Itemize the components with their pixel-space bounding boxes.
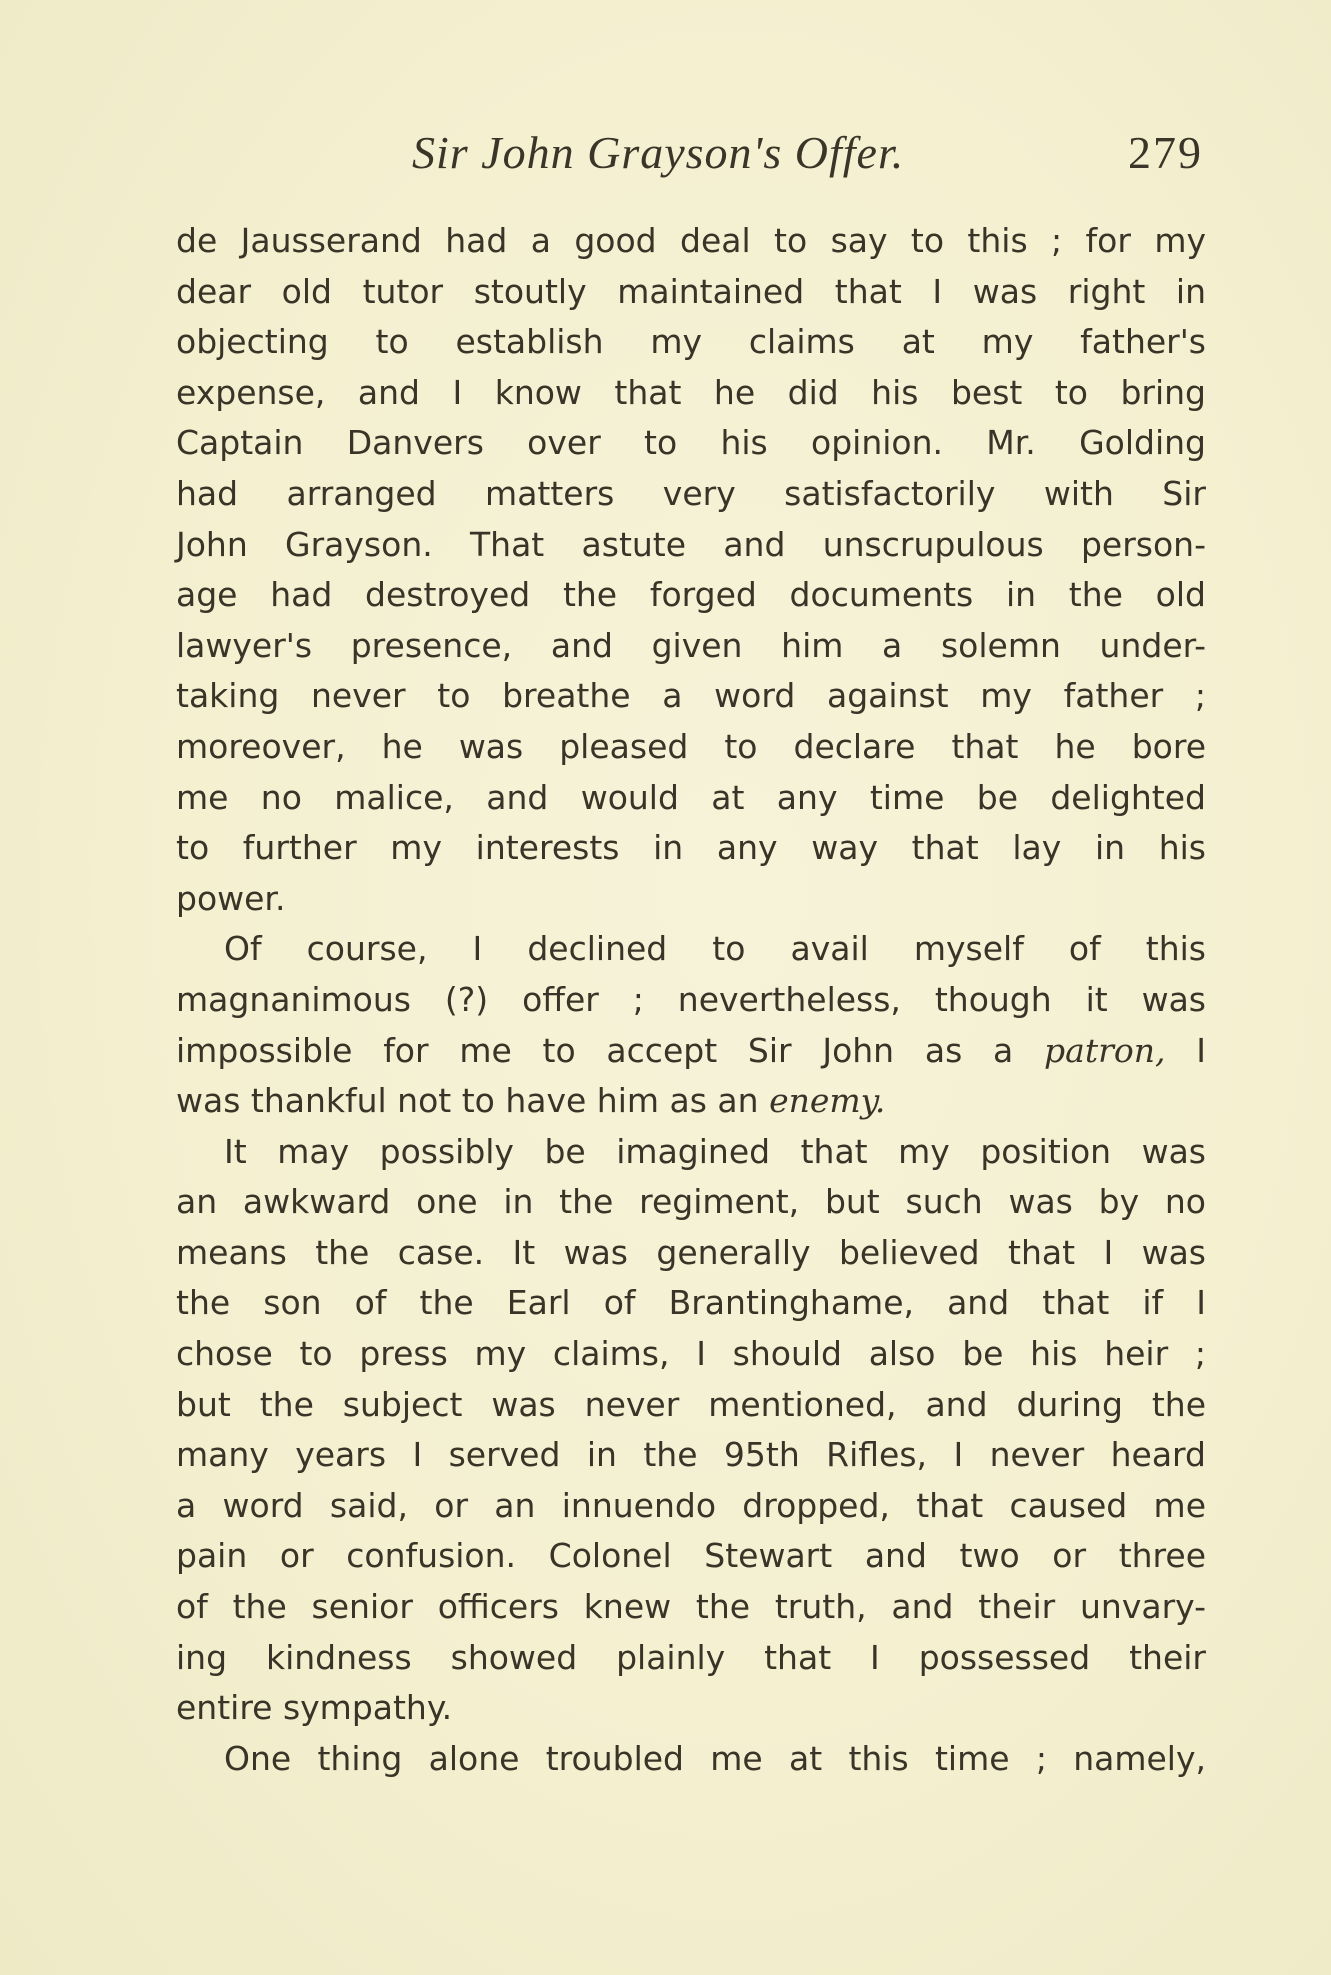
paragraph xyxy=(176,924,1206,1126)
body-text xyxy=(176,216,1206,1784)
text-line: age had destroyed the forged documents in the old xyxy=(176,575,1206,615)
text-line: Captain Danvers over to his opinion. Mr. Golding xyxy=(176,423,1206,463)
text-line: dear old tutor stoutly maintained that I was right in xyxy=(176,271,1206,311)
text-line: an awkward one in the regiment, but such was by no xyxy=(176,1182,1206,1222)
running-head xyxy=(0,126,1331,186)
text-segment: was thankful not to have him as an xyxy=(176,1081,770,1121)
text-line: expense, and I know that he did his best to bring xyxy=(176,372,1206,412)
text-line: One thing alone troubled me at this time ; namely, xyxy=(224,1738,1206,1778)
text-line: It may possibly be imagined that my position was xyxy=(224,1131,1206,1171)
text-line: taking never to breathe a word against my father ; xyxy=(176,676,1206,716)
text-line: means the case. It was generally believed that I was xyxy=(176,1232,1206,1272)
running-head-title: Sir John Grayson's Offer. xyxy=(412,127,905,178)
text-line: de Jausserand had a good deal to say to this ; for my xyxy=(176,221,1206,260)
text-line: of the senior officers knew the truth, and their unvary- xyxy=(176,1587,1206,1627)
italic-word-enemy: enemy. xyxy=(769,1081,886,1121)
text-line xyxy=(176,1026,1206,1077)
italic-word-patron: patron, xyxy=(1044,1030,1166,1070)
text-line xyxy=(176,1076,1206,1127)
text-segment: I xyxy=(1165,1030,1206,1070)
page-number: 279 xyxy=(1128,127,1203,178)
text-line: Of course, I declined to avail myself of this xyxy=(224,929,1206,969)
text-line: John Grayson. That astute and unscrupulous person- xyxy=(176,524,1206,564)
text-line: many years I served in the 95th Rifles, I never heard xyxy=(176,1435,1206,1475)
text-segment: impossible for me to accept Sir John as a xyxy=(176,1030,1045,1070)
text-line: a word said, or an innuendo dropped, that caused me xyxy=(176,1485,1206,1525)
text-line: the son of the Earl of Brantinghame, and that if I xyxy=(176,1283,1206,1323)
text-line: objecting to establish my claims at my father's xyxy=(176,322,1206,362)
paragraph xyxy=(176,216,1206,924)
text-line: magnanimous (?) offer ; nevertheless, though it was xyxy=(176,979,1206,1019)
text-line: power. xyxy=(176,878,286,918)
paragraph xyxy=(176,1734,1206,1785)
text-line: entire sympathy. xyxy=(176,1688,453,1728)
text-line: moreover, he was pleased to declare that he bore xyxy=(176,726,1206,766)
paragraph xyxy=(176,1127,1206,1734)
text-line: but the subject was never mentioned, and during the xyxy=(176,1384,1206,1424)
text-line: chose to press my claims, I should also be his heir ; xyxy=(176,1334,1206,1374)
text-line: to further my interests in any way that lay in his xyxy=(176,828,1206,868)
text-line: ing kindness showed plainly that I possessed their xyxy=(176,1637,1206,1677)
text-line: me no malice, and would at any time be delighted xyxy=(176,777,1206,817)
text-line: had arranged matters very satisfactorily with Sir xyxy=(176,473,1206,513)
text-line: pain or confusion. Colonel Stewart and two or three xyxy=(176,1536,1206,1576)
text-line: lawyer's presence, and given him a solemn under- xyxy=(176,625,1206,665)
